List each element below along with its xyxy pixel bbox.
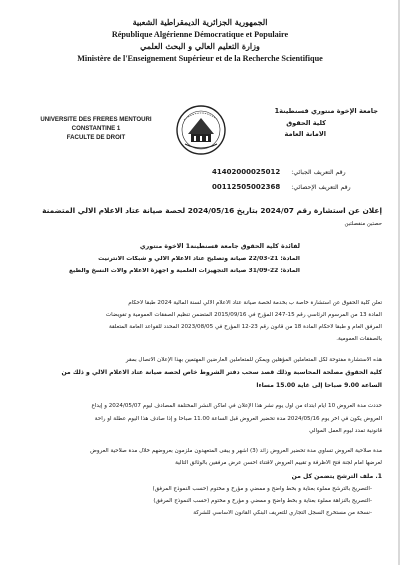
paragraph-1-line-2: المادة 13 من المرسوم الرئاسي رقم 15-247 المؤرخ في 2015/09/16 المتضمن تنظيم الصفقات العمومية و تفويضات [105, 312, 382, 318]
stat-id-row [212, 175, 372, 193]
paragraph-3-line-3: قانونية تمدد ليوم العمل الموالي [309, 428, 382, 434]
republic-arabic: الجمهورية الجزائرية الديمقراطية الشعبية [132, 18, 268, 27]
file-item-1: -التصريح بالترشح مملوء بعناية و بخط واضح و ممضي و مؤرخ و مختوم (حسب النموذج المرفق) [152, 486, 372, 492]
tax-id-label: رقم التعريف الجبائي: [291, 169, 346, 176]
university-seal-icon [175, 104, 227, 156]
file-item-2: -التصريح بالنزاهة مملوء بعناية و بخط واضح و ممضي و مؤرخ و مختوم (حسب النموذج المرفق) [153, 498, 372, 504]
file-heading: 1. ملف الترشح يتضمن كل من [291, 473, 382, 480]
stat-id-label: رقم التعريف الإحصائي: [291, 184, 351, 191]
paragraph-2-line-1: هذه الاستشارة مفتوحة لكل المتعاملين المؤهلين ويمكن للمتعاملين العارضين المهتمين بهذا الإعلان الاتصال بمقر [125, 357, 382, 363]
paragraph-3-line-1: حددت مدة العروض 10 ايام ابتداء من أول يوم نشر هذا الإعلان في أماكن النشر المختلفة المصادف ليوم 2024/05/07 و إيداع [91, 403, 382, 409]
paragraph-1-line-1: تعلن كلية الحقوق عن استشارة خاصة ب بخدمة لحصة صيانة عتاد الاعلام الالي لسنة المالية 2024 طبقا لأحكام [128, 300, 382, 306]
tax-id-value: 41402000025012 [212, 168, 281, 176]
paragraph-1-line-4: بالصفقات العمومية. [336, 336, 382, 342]
stat-id-value: 00112505002368 [212, 183, 281, 191]
faculty-fr: FACULTE DE DROIT [66, 134, 126, 141]
paragraph-3-line-2: العروض يكون في آخر يوم 2024/05/16 مدة تحضير العروض قبل الساعة 11.00 صباحا و إذا صادف هذا اليوم عطلة أو راحة [94, 416, 382, 422]
beneficiary: لفائدة كلية الحقوق جامعة قسنطينة1 الاخوة منتوري [139, 243, 300, 250]
file-item-3: -نسخة من مستخرج السجل التجاري للتعريف البنكي القانون الأساسي للشركة [193, 510, 372, 516]
faculty-ar: كلية الحقوق [286, 120, 326, 127]
university-city-fr: CONSTANTINE 1 [71, 125, 121, 132]
paragraph-4-line-1: مدة صلاحية العروض تساوي مدة تحضير العروض زائد (3) أشهر و يبقى المتعهدون ملزمون بعروضهم خلال مدة صلاحية العروض [90, 448, 382, 454]
university-name-fr: UNIVERSITE DES FRERES MENTOURI [40, 116, 152, 123]
article-item-2: المادة: 22-31/09 صيانة التجهيزات العلمية و أجهزة الاعلام والات النسخ والطبع [68, 268, 300, 274]
ministry-arabic: وزارة التعليم العالي و البحث العلمي [140, 42, 260, 51]
paragraph-4-line-2: لعرضها أمام لجنة فتح الأظرفة و تقييم العروض لاقتناء أحسن عرض مرفقين بالوثائق التالية [175, 460, 382, 466]
republic-french: République Algérienne Démocratique et Populaire [111, 30, 289, 39]
notice-title: إعلان عن استشارة رقم 2024/07 بتاريخ 2024/05/16 لحصة صيانة عتاد الاعلام الالي المتضمنة [42, 207, 382, 215]
paragraph-2-line-2: كلية الحقوق مصلحة المحاسبة وذلك قصد سحب دفتر الشروط خاص لحصة صيانة عتاد الاعلام الالي و ذلك من [61, 369, 382, 376]
article-item-1: المادة: 21-22/03 صيانة وتصليح عتاد الاعلام الالي و شبكات الانترنيت [98, 256, 300, 262]
general-secretariat-ar: الأمانة العامة [284, 131, 326, 138]
paragraph-2-line-3: الساعة 9.00 صباحا إلى غاية 15.00 مساءا [256, 382, 382, 389]
paragraph-1-line-3: المرفق العام و طبقا لأحكام المادة 18 من قانون رقم 23-12 المؤرخ في 2023/08/05 المحدد للقواعد العامة المتعلقة [108, 324, 382, 330]
ministry-french: Ministère de l'Enseignement Supérieur et de la Recherche Scientifique [77, 54, 323, 63]
university-name-ar: جامعة الإخوة منتوري قسنطينة1 [274, 108, 378, 115]
notice-title-continued: حصتين منفصلتين [344, 221, 382, 227]
